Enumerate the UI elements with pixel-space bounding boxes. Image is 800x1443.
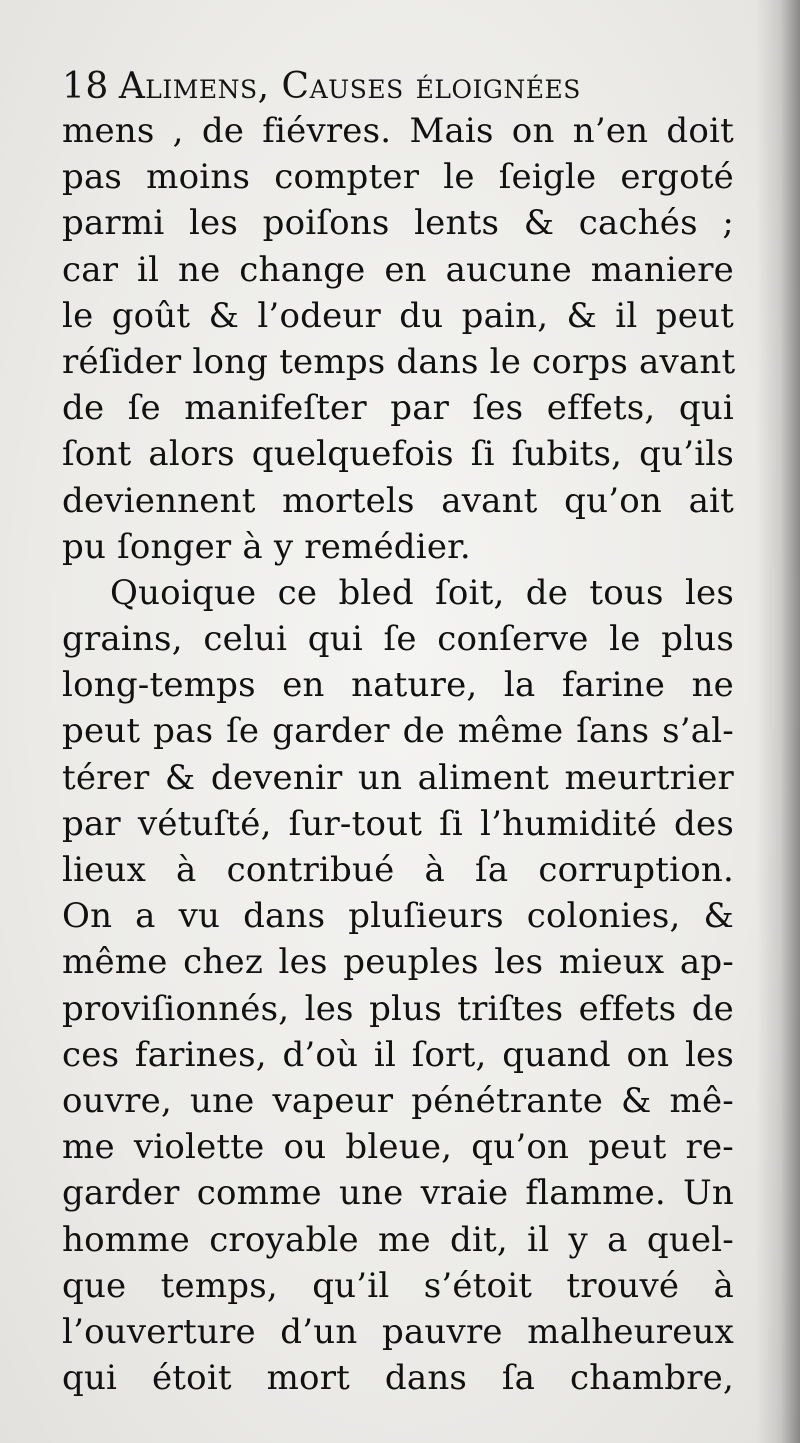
text-line: réſider long temps dans le corps avant [62,341,736,382]
text-line: homme croyable me dit, il y a quel- [62,1219,734,1260]
running-title: Alimens, Causes éloignées [118,66,581,107]
text-line: pas moins compter le ſeigle ergoté [62,157,734,198]
text-line: proviſionnés, les plus triſtes effets de [62,988,734,1029]
text-line: peut pas ſe garder de même ſans s’al- [62,711,734,752]
page-number: 18 [62,66,109,107]
text-line: ces farines, d’où il ſort, quand on les [62,1034,734,1075]
text-line: garder comme une vraie flamme. Un [62,1173,734,1214]
text-line: ſont alors quelquefois ſi ſubits, qu’ils [62,434,734,475]
text-line: le goût & l’odeur du pain, & il peut [62,295,734,336]
text-line: ouvre, une vapeur pénétrante & mê- [62,1080,734,1121]
text-line: que temps, qu’il s’étoit trouvé à [62,1265,734,1306]
text-line: mens , de fiévres. Mais on n’en doit [62,111,734,151]
text-line: long-temps en nature, la farine ne [62,665,734,706]
text-line: par vétuſté, ſur-tout ſi l’humidité des [62,803,734,844]
text-line: qui étoit mort dans ſa chambre, [62,1358,734,1399]
body-text [62,108,734,1401]
text-line: On a vu dans pluſieurs colonies, & [62,896,734,937]
text-line: lieux à contribué à ſa corruption. [62,850,734,890]
text-line: l’ouverture d’un pauvre malheureux [62,1311,734,1352]
text-line: de ſe manifeſter par ſes effets, qui [62,388,734,429]
text-line: grains, celui qui ſe conſerve le plus [62,619,734,660]
running-head [62,62,752,112]
spine-shadow [756,0,800,1443]
text-line: me violette ou bleue, qu’on peut re- [62,1127,734,1168]
text-line: même chez les peuples les mieux ap- [62,942,734,983]
text-line: car il ne change en aucune maniere [62,249,734,290]
text-line: térer & devenir un aliment meurtrier [62,757,734,798]
text-line: deviennent mortels avant qu’on ait [62,480,734,521]
text-line: pu ſonger à y remédier. [62,526,471,567]
text-line: parmi les poiſons lents & cachés ; [62,203,734,244]
text-line: Quoique ce bled ſoit, de tous les [110,572,734,613]
